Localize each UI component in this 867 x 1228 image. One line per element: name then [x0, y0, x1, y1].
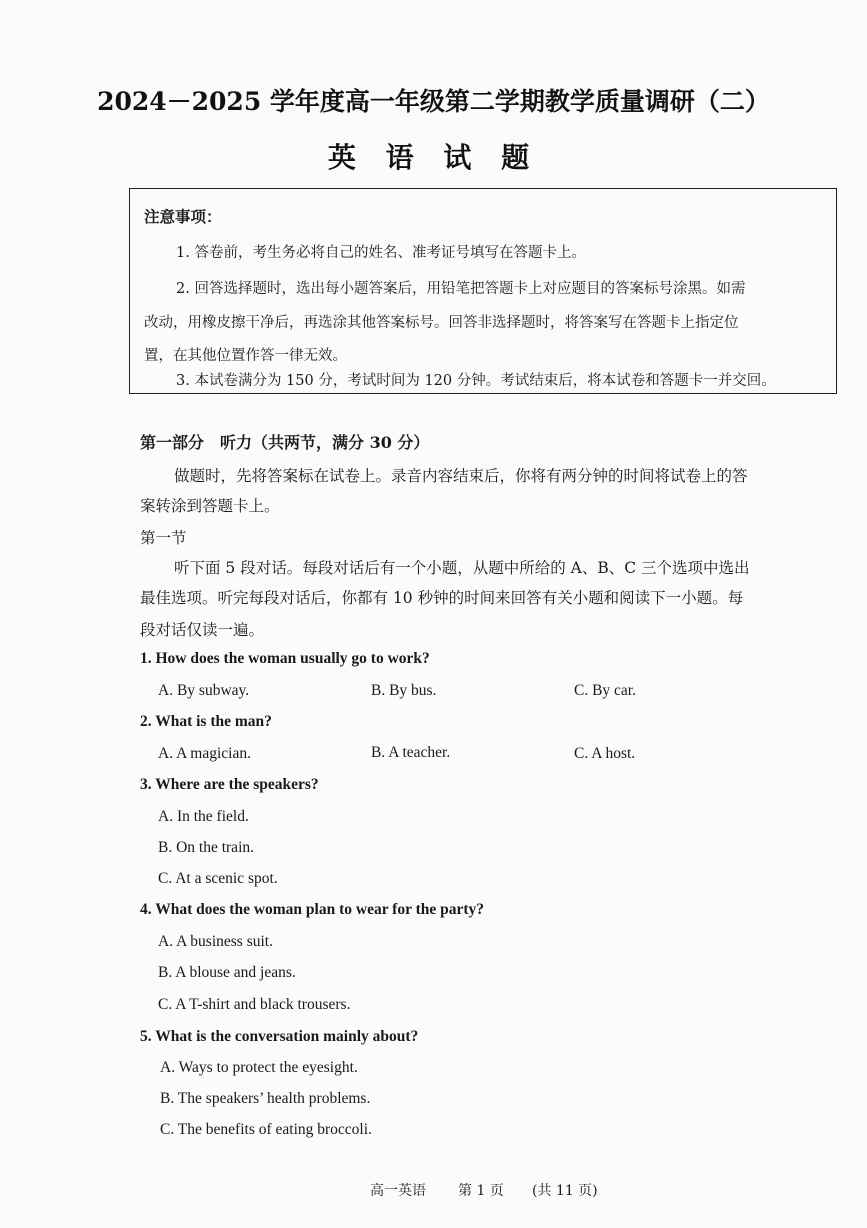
question-4: 4. What does the woman plan to wear for the party? [140, 901, 485, 918]
exam-title: 2024－2025 学年度高一年级第二学期教学质量调研（二） [97, 87, 770, 116]
notice-line-5: 3. 本试卷满分为 150 分，考试时间为 120 分钟。考试结束后，将本试卷和答题卡一并交回。 [176, 373, 776, 389]
section-intro-1: 听下面 5 段对话。每段对话后有一个小题，从题中所给的 A、B、C 三个选项中选出 [174, 559, 750, 577]
footer-subject: 高一英语 [370, 1183, 426, 1199]
footer-page: 第 1 页 [458, 1183, 504, 1199]
q1-option-b: B. By bus. [371, 682, 437, 699]
q2-option-a: A. A magician. [158, 745, 251, 762]
q1-option-c: C. By car. [574, 682, 636, 699]
section-intro-2: 最佳选项。听完每段对话后，你都有 10 秒钟的时间来回答有关小题和阅读下一小题。每 [140, 589, 744, 607]
notice-line-2: 2. 回答选择题时，选出每小题答案后，用铅笔把答题卡上对应题目的答案标号涂黑。如需 [176, 281, 746, 297]
part-one-intro-2: 案转涂到答题卡上。 [140, 497, 280, 515]
q3-option-c: C. At a scenic spot. [158, 870, 278, 887]
q5-option-c: C. The benefits of eating broccoli. [160, 1121, 372, 1138]
question-3: 3. Where are the speakers? [140, 776, 319, 793]
q5-option-b: B. The speakers’ health problems. [160, 1090, 371, 1107]
question-1: 1. How does the woman usually go to work? [140, 650, 430, 667]
q1-option-a: A. By subway. [158, 682, 250, 699]
q3-option-a: A. In the field. [158, 808, 249, 825]
q4-option-c: C. A T-shirt and black trousers. [158, 996, 351, 1013]
question-5: 5. What is the conversation mainly about? [140, 1028, 419, 1045]
footer-total: (共 11 页) [532, 1183, 598, 1199]
notice-box [129, 188, 837, 394]
q4-option-b: B. A blouse and jeans. [158, 964, 296, 981]
q2-option-b: B. A teacher. [371, 744, 451, 761]
q3-option-b: B. On the train. [158, 839, 254, 856]
part-one-intro-1: 做题时，先将答案标在试卷上。录音内容结束后，你将有两分钟的时间将试卷上的答 [174, 467, 748, 485]
q2-option-c: C. A host. [574, 745, 636, 762]
exam-subject: 英 语 试 题 [327, 141, 540, 174]
section-label: 第一节 [140, 529, 187, 547]
section-intro-3: 段对话仅读一遍。 [140, 621, 265, 639]
notice-heading: 注意事项： [144, 207, 222, 226]
q5-option-a: A. Ways to protect the eyesight. [160, 1059, 358, 1076]
question-2: 2. What is the man? [140, 713, 272, 730]
notice-line-3: 改动，用橡皮擦干净后，再选涂其他答案标号。回答非选择题时，将答案写在答题卡上指定位 [144, 315, 739, 331]
part-one-heading: 第一部分 听力（共两节，满分 30 分） [140, 433, 430, 452]
notice-line-1: 1. 答卷前，考生务必将自己的姓名、准考证号填写在答题卡上。 [176, 245, 586, 261]
notice-line-4: 置，在其他位置作答一律无效。 [144, 348, 347, 364]
q4-option-a: A. A business suit. [158, 933, 273, 950]
